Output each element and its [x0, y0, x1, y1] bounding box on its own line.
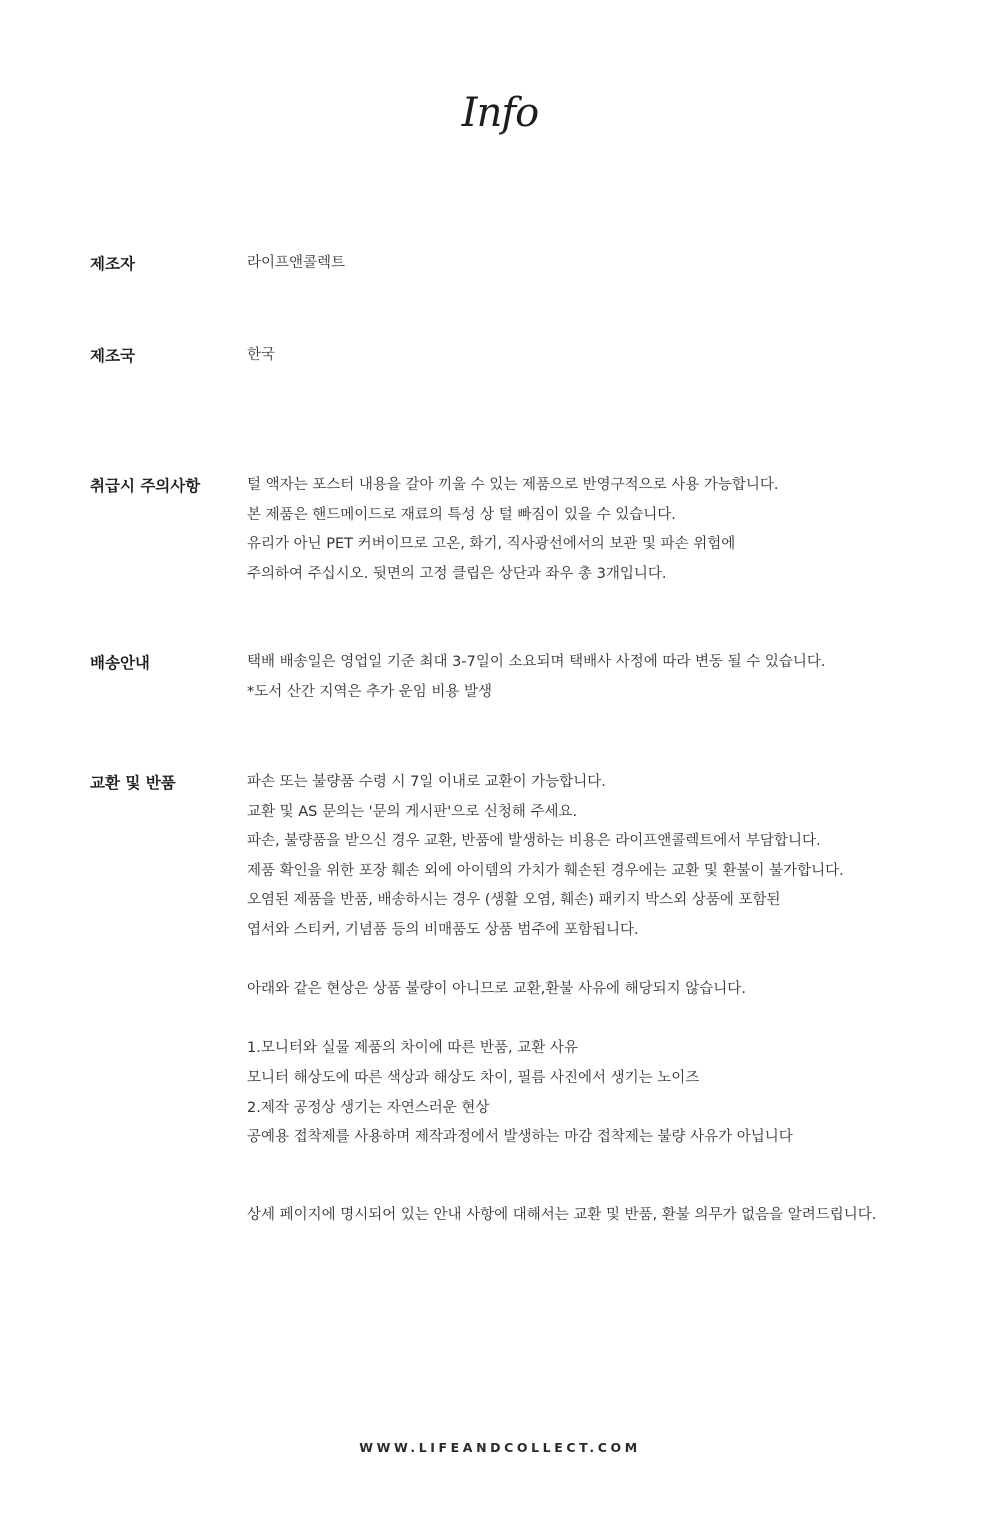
body-line: 유리가 아닌 PET 커버이므로 고온, 화기, 직사광선에서의 보관 및 파손 위험에 [247, 536, 736, 553]
body-line: *도서 산간 지역은 추가 운임 비용 발생 [247, 683, 493, 700]
page-title: Info [461, 90, 539, 136]
section-label: 교환 및 반품 [90, 774, 176, 792]
exception-line: 모니터 해상도에 따른 색상과 해상도 차이, 필름 사진에서 생기는 노이즈 [247, 1069, 700, 1086]
body-line: 제품 확인을 위한 포장 훼손 외에 아이템의 가치가 훼손된 경우에는 교환 및 환불이 불가합니다. [247, 862, 844, 879]
spacer [247, 1153, 947, 1201]
body-line: 털 액자는 포스터 내용을 갈아 끼울 수 있는 제품으로 반영구적으로 사용 가능합니다. [247, 477, 779, 493]
section-body [247, 768, 947, 1230]
exception-line: 1.모니터와 실물 제품의 차이에 따른 반품, 교환 사유 [247, 1040, 578, 1057]
exception-line: 2.제작 공정상 생기는 자연스러운 현상 [247, 1099, 490, 1116]
spacer [247, 1005, 947, 1035]
spacer [247, 946, 947, 976]
section-body [247, 648, 947, 707]
section-body [247, 249, 947, 279]
body-line: 오염된 제품을 반품, 배송하시는 경우 (생활 오염, 훼손) 패키지 박스외 상품에 포함된 [247, 892, 781, 909]
body-line: 한국 [247, 347, 276, 363]
section-label: 제조자 [90, 255, 135, 273]
closing-line: 상세 페이지에 명시되어 있는 안내 사항에 대해서는 교환 및 반품, 환불 의무가 없음을 알려드립니다. [247, 1206, 877, 1223]
body-line: 본 제품은 핸드메이드로 재료의 특성 상 털 빠짐이 있을 수 있습니다. [247, 506, 676, 523]
notice-line: 아래와 같은 현상은 상품 불량이 아니므로 교환,환불 사유에 해당되지 않습니다. [247, 981, 746, 998]
body-line: 주의하여 주십시오. 뒷면의 고정 클립은 상단과 좌우 총 3개입니다. [247, 565, 667, 582]
section-body [247, 341, 947, 371]
body-line: 파손 또는 불량품 수령 시 7일 이내로 교환이 가능합니다. [247, 774, 606, 790]
body-line: 라이프앤콜렉트 [247, 255, 346, 271]
body-line: 택배 배송일은 영업일 기준 최대 3-7일이 소요되며 택배사 사정에 따라 변동 될 수 있습니다. [247, 654, 826, 670]
body-line: 교환 및 AS 문의는 '문의 게시판'으로 신청해 주세요. [247, 803, 578, 820]
exception-line: 공예용 접착제를 사용하며 제작과정에서 발생하는 마감 접착제는 불량 사유가 아닙니다 [247, 1129, 793, 1146]
section-label: 배송안내 [90, 654, 150, 672]
body-line: 파손, 불량품을 받으신 경우 교환, 반품에 발생하는 비용은 라이프앤콜렉트에서 부담합니다. [247, 833, 821, 850]
section-label: 제조국 [90, 347, 135, 365]
footer-website[interactable]: WWW.LIFEANDCOLLECT.COM [359, 1440, 641, 1455]
section-label: 취급시 주의사항 [90, 477, 201, 495]
body-line: 엽서와 스티커, 기념품 등의 비매품도 상품 범주에 포함됩니다. [247, 921, 639, 938]
section-body [247, 471, 947, 589]
